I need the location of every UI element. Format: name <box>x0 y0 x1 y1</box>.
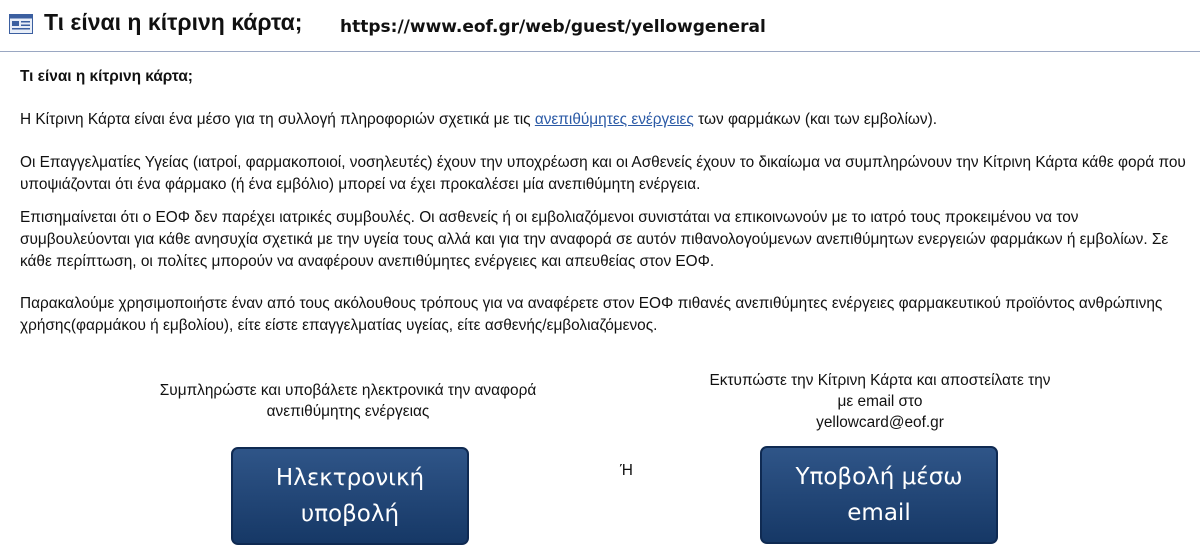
paragraph-intro <box>20 109 937 131</box>
page-title: Τι είναι η κίτρινη κάρτα; <box>44 9 303 35</box>
header-divider <box>0 51 1200 52</box>
email-address: yellowcard@eof.gr <box>816 414 944 431</box>
email-option-line2: με email στο <box>837 393 923 410</box>
email-option-line1: Εκτυπώστε την Κίτρινη Κάρτα και αποστείλατε την <box>709 372 1051 389</box>
section-heading: Τι είναι η κίτρινη κάρτα; <box>20 68 193 85</box>
intro-text-after: των φαρμάκων (και των εμβολίων). <box>693 111 937 128</box>
or-separator: Ή <box>620 462 633 479</box>
intro-text-before: Η Κίτρινη Κάρτα είναι ένα μέσο για τη συλλογή πληροφοριών σχετικά με τις <box>20 111 535 128</box>
online-option-text <box>138 380 558 422</box>
online-option-line1: Συμπληρώστε και υποβάλετε ηλεκτρονικά την αναφορά <box>159 382 537 399</box>
email-button-line2: email <box>847 500 911 526</box>
email-option-text <box>670 370 1090 433</box>
adverse-reactions-link[interactable]: ανεπιθύμητες ενέργειες <box>534 111 694 128</box>
paragraph-health-professionals: Οι Επαγγελματίες Υγείας (ιατροί, φαρμακοποιοί, νοσηλευτές) έχουν την υποχρέωση και οι Ασθενείς έχουν το δικαίωμα να συμπληρώνουν την Κίτρινη Κάρτα κάθε φορά που υποψιάζονται ότι ένα φάρμακο (ή ένα εμβόλιο) μπορεί να έχει προκαλέσει μία ανεπιθύμητη ενέργεια. <box>20 154 1186 193</box>
page-icon <box>9 14 33 34</box>
email-submission-button[interactable] <box>760 446 998 544</box>
email-button-line1: Υποβολή μέσω <box>795 464 963 490</box>
online-button-line1: Ηλεκτρονική <box>275 465 425 491</box>
paragraph-medical-advice: Επισημαίνεται ότι ο ΕΟΦ δεν παρέχει ιατρικές συμβουλές. Οι ασθενείς ή οι εμβολιαζόμενοι συνιστάται να επικοινωνούν με το ιατρό τους προκειμένου να τον συμβουλεύονται για κάθε ανησυχία σχετικά με την υγεία τους αλλά και για την αναφορά σε αυτόν πιθανολογούμενων ανεπιθύμητων ενεργειών φαρμάκων ή εμβολίων. Σε κάθε περίπτωση, οι πολίτες μπορούν να αναφέρουν ανεπιθύμητες ενέργειες και απευθείας στον ΕΟΦ. <box>20 209 1169 270</box>
online-submission-button[interactable] <box>231 447 469 545</box>
page-header <box>0 0 1200 52</box>
paragraph-instructions: Παρακαλούμε χρησιμοποιήστε έναν από τους ακόλουθους τρόπους για να αναφέρετε στον ΕΟΦ πιθανές ανεπιθύμητες ενέργειες φαρμακευτικού προϊόντος ανθρώπινης χρήσης(φαρμάκου ή εμβολίου), είτε είστε επαγγελματίας υγείας, είτε ασθενής/εμβολιαζόμενος. <box>20 295 1163 334</box>
online-button-line2: υποβολή <box>300 501 400 527</box>
page-url: https://www.eof.gr/web/guest/yellowgeneral <box>340 17 766 37</box>
online-option-line2: ανεπιθύμητης ενέργειας <box>266 403 430 420</box>
